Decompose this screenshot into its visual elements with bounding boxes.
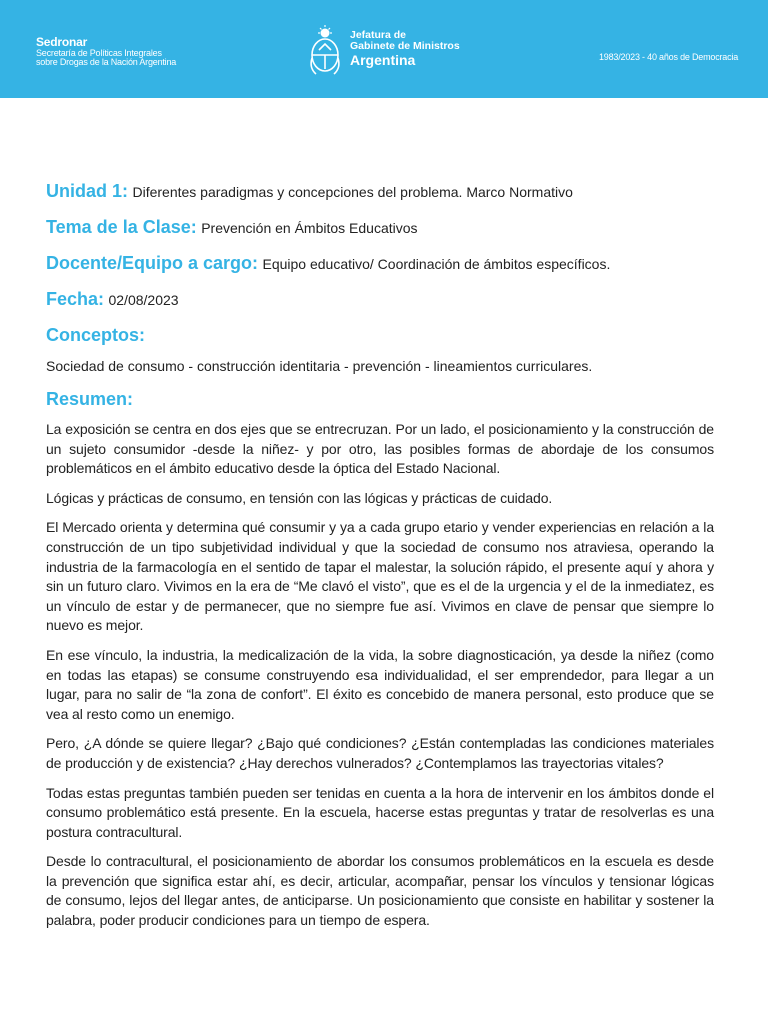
- meta-value: Equipo educativo/ Coordinación de ámbitos específicos.: [262, 256, 611, 272]
- meta-label: Docente/Equipo a cargo:: [46, 253, 259, 273]
- summary-title: Resumen:: [46, 389, 134, 409]
- meta-value: Diferentes paradigmas y concepciones del problema. Marco Normativo: [132, 184, 573, 200]
- jefatura-logo: [306, 24, 506, 78]
- jefatura-line-3: Argentina: [350, 52, 416, 69]
- jefatura-line-2: Gabinete de Ministros: [350, 40, 460, 53]
- document-body: [46, 180, 714, 941]
- concepts-text: Sociedad de consumo - construcción identitaria - prevención - lineamientos curriculares.: [46, 358, 593, 374]
- meta-value: Prevención en Ámbitos Educativos: [201, 220, 418, 236]
- sedronar-title: Sedronar: [36, 35, 88, 49]
- sedronar-logo: [36, 36, 176, 67]
- summary-paragraph: Desde lo contracultural, el posicionamiento de abordar los consumos problemáticos en la escuela es desde la prevención que significa estar ahí, es decir, articular, acompañar, pensar los vínculos y tensionar lógicas de consumo, lejos del llegar antes, de anticiparse. Un posicionamiento que consiste en habilitar y sostener la palabra, poder producir condiciones para un tiempo de espera.: [46, 853, 714, 929]
- summary-paragraph: Todas estas preguntas también pueden ser tenidas en cuenta a la hora de intervenir en los ámbitos donde el consumo problemático está presente. En la escuela, hacerse estas preguntas y tratar de resolverlas es una postura contracultural.: [46, 784, 714, 840]
- summary-paragraph: El Mercado orienta y determina qué consumir y ya a cada grupo etario y vender experiencias en relación a la construcción de un tipo subjetividad individual y que la sociedad de consumo nos atraviesa, operando la industria de la farmacología en el sentido de tapar el malestar, la solución rápido, el presente aquí y ahora y sin un futuro claro. Vivimos en la era de “Me clavó el visto”, que es el de la urgencia y el de la inmediatez, es un vínculo de estar y de permanecer, que no siempre fue así. Vivimos en clave de pensar que siempre lo nuevo es mejor.: [46, 519, 714, 634]
- meta-fecha: [46, 288, 714, 312]
- meta-value: 02/08/2023: [108, 292, 179, 308]
- meta-tema: [46, 216, 714, 240]
- meta-label: Unidad 1:: [46, 181, 129, 201]
- meta-docente: [46, 252, 714, 276]
- meta-label: Tema de la Clase:: [46, 217, 197, 237]
- concepts-title: Conceptos:: [46, 325, 145, 345]
- summary-paragraph: Pero, ¿A dónde se quiere llegar? ¿Bajo qué condiciones? ¿Están contempladas las condiciones materiales de producción y de existencia? ¿Hay derechos vulnerados? ¿Contemplamos las trayectorias vitales?: [46, 735, 714, 771]
- page-header: [0, 0, 768, 98]
- sedronar-subtitle-2: sobre Drogas de la Nación Argentina: [36, 57, 177, 68]
- jefatura-line-1: Jefatura de: [350, 29, 407, 41]
- argentina-seal-icon: [306, 24, 344, 78]
- democracy-tagline: 1983/2023 - 40 años de Democracia: [599, 52, 738, 62]
- summary-paragraph: La exposición se centra en dos ejes que se entrecruzan. Por un lado, el posicionamiento y la construcción de un sujeto consumidor -desde la niñez- y por otro, las posibles formas de abordaje de los consumos problemáticos en el ámbito educativo desde la óptica del Estado Nacional.: [46, 421, 714, 477]
- summary-paragraph: En ese vínculo, la industria, la medicalización de la vida, la sobre diagnosticación, ya desde la niñez (como en todas las etapas) se consume construyendo esa individualidad, el ser emprendedor, para llegar a un lugar, para no salir de “la zona de confort”. El éxito es concebido de manera personal, esto produce que se vea al resto como un enemigo.: [46, 646, 714, 722]
- meta-unidad: [46, 180, 714, 204]
- summary-paragraph: Lógicas y prácticas de consumo, en tensión con las lógicas y prácticas de cuidado.: [46, 489, 553, 506]
- sedronar-subtitle-1: Secretaría de Políticas Integrales: [36, 47, 162, 58]
- meta-label: Fecha:: [46, 289, 105, 309]
